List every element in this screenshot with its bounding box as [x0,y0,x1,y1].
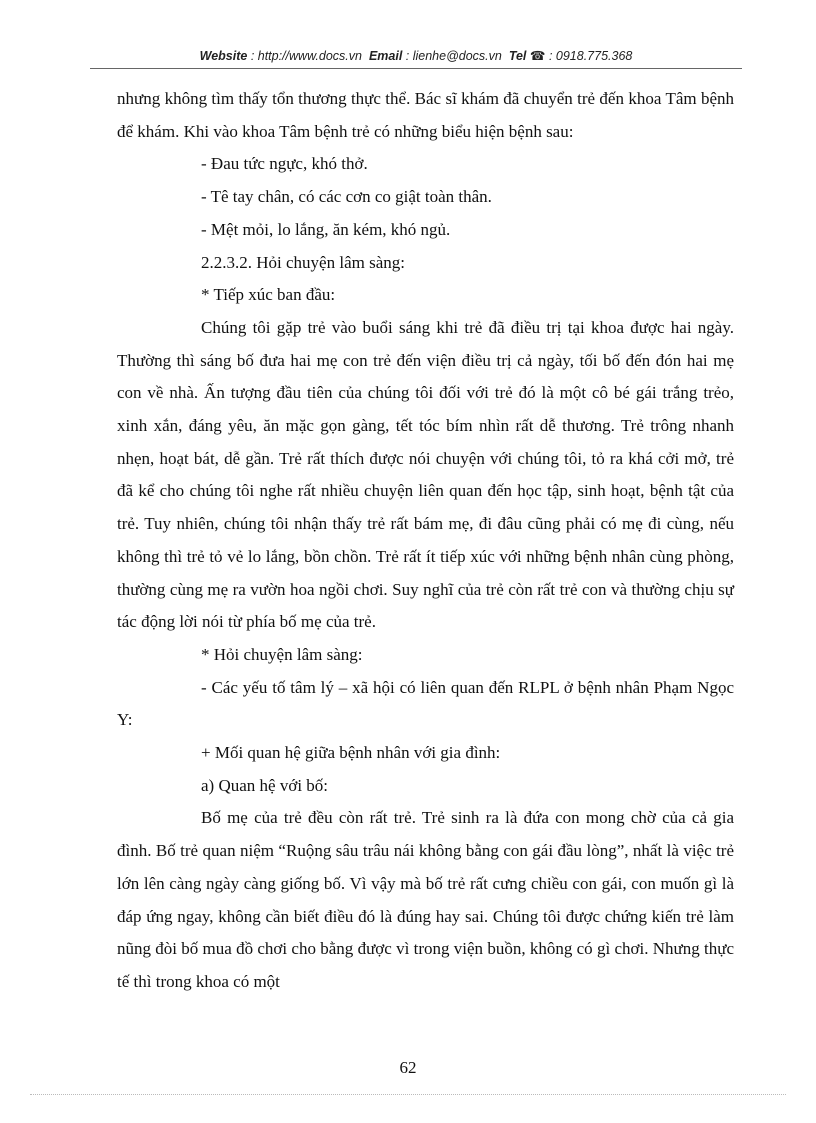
document-body [117,83,734,999]
page-header [90,48,742,63]
email-value: : lienhe@docs.vn [405,49,502,63]
symptom-item: - Đau tức ngực, khó thở. [201,154,368,174]
paragraph-continuation: nhưng không tìm thấy tổn thương thực thể. Bác sĩ khám đã chuyển trẻ đến khoa Tâm bệnh để khám. Khi vào khoa Tâm bệnh trẻ có những biểu hiện bệnh sau: [117,89,734,141]
symptom-item: - Tê tay chân, có các cơn co giật toàn thân. [201,187,492,207]
subheading: * Tiếp xúc ban đầu: [201,285,336,305]
section-heading: 2.2.3.2. Hỏi chuyện lâm sàng: [201,252,405,272]
tel-label: Tel ☎ [508,49,546,63]
symptom-item: - Mệt mỏi, lo lắng, ăn kém, khó ngủ. [201,219,451,239]
tel-value: : 0918.775.368 [548,49,633,63]
website-value: : http://www.docs.vn [250,49,362,63]
paragraph: Chúng tôi gặp trẻ vào buổi sáng khi trẻ đã điều trị tại khoa được hai ngày. Thường thì sáng bố đưa hai mẹ con trẻ đến viện điều trị cả ngày, tối bố đến đón hai mẹ con về nhà. Ấn tượng đầu tiên của chúng tôi đối với trẻ đó là một cô bé gái trắng trẻo, xinh xắn, đáng yêu, ăn mặc gọn gàng, tết tóc bím nhìn rất dễ thương. Trẻ trông nhanh nhẹn, hoạt bát, dễ gần. Trẻ rất thích được nói chuyện với chúng tôi, tỏ ra khá cởi mở, trẻ đã kể cho chúng tôi nghe rất nhiều chuyện liên quan đến học tập, sinh hoạt, bệnh tật của trẻ. Tuy nhiên, chúng tôi nhận thấy trẻ rất bám mẹ, đi đâu cũng phải có mẹ đi cùng, nếu không thì trẻ tỏ vẻ lo lắng, bồn chồn. Trẻ rất ít tiếp xúc với những bệnh nhân cùng phòng, thường cùng mẹ ra vườn hoa ngồi chơi. Suy nghĩ của trẻ còn rất trẻ con và thường chịu sự tác động lời nói từ phía bố mẹ của trẻ. [117,317,734,632]
subheading: a) Quan hệ với bố: [201,775,329,795]
paragraph: - Các yếu tố tâm lý – xã hội có liên quan đến RLPL ở bệnh nhân Phạm Ngọc Y: [117,677,734,730]
footer-divider [30,1094,786,1095]
subheading: + Mối quan hệ giữa bệnh nhân với gia đình: [201,743,501,763]
paragraph: Bố mẹ của trẻ đều còn rất trẻ. Trẻ sinh ra là đứa con mong chờ của cả gia đình. Bố trẻ quan niệm “Ruộng sâu trâu nái không bằng con gái đầu lòng”, nhất là việc trẻ lớn lên càng ngày càng giống bố. Vì vậy mà bố trẻ rất cưng chiều con gái, con muốn gì là đáp ứng ngay, không cần biết điều đó là đúng hay sai. Chúng tôi được chứng kiến trẻ làm nũng đòi bố mua đồ chơi cho bằng được vì trong viện buồn, không có gì chơi. Nhưng thực tế thì trong khoa có một [117,808,734,991]
website-label: Website [199,49,248,63]
subheading: * Hỏi chuyện lâm sàng: [201,644,363,664]
page-number: 62 [399,1058,417,1077]
email-label: Email [368,49,403,63]
header-divider [90,68,742,69]
